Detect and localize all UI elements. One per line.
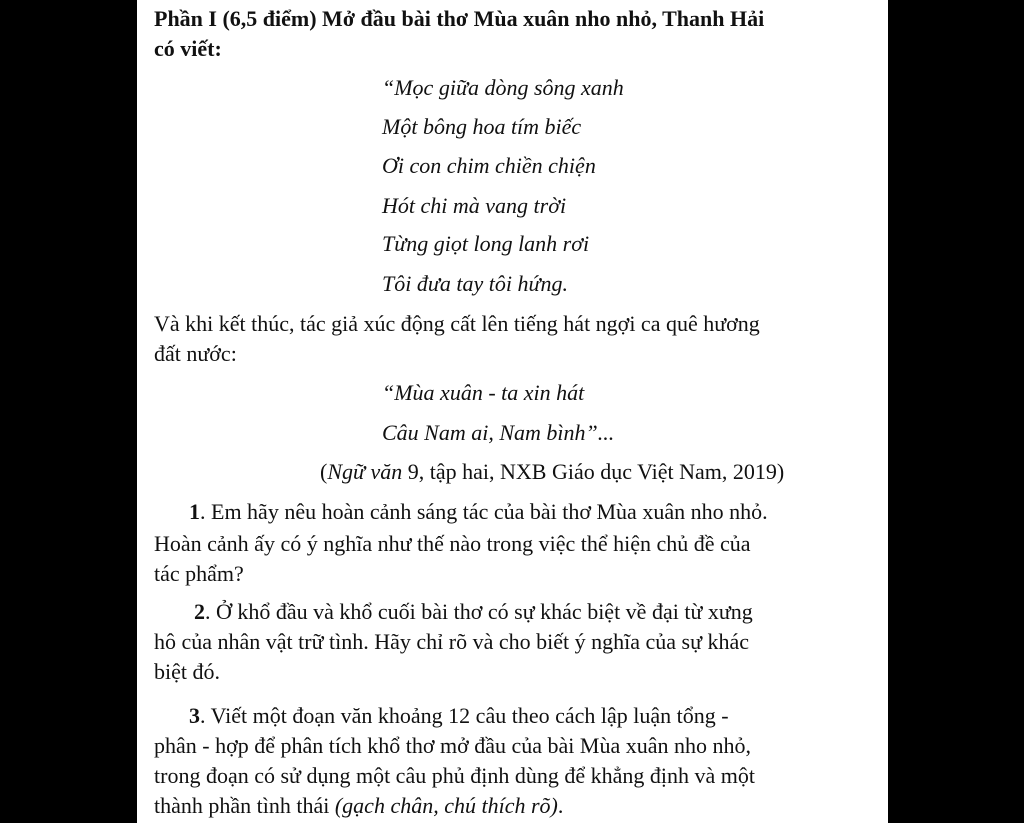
question-number: 3 [189, 703, 200, 728]
citation-book-title: Ngữ văn [327, 459, 403, 484]
poem-line: Ơi con chim chiền chiện [382, 153, 596, 178]
question-line: hô của nhân vật trữ tình. Hãy chỉ rõ và cho biết ý nghĩa của sự khác [154, 629, 750, 654]
citation-open: ( [320, 459, 328, 484]
question-line: biệt đó. [154, 659, 220, 684]
transition-line-1: Và khi kết thúc, tác giả xúc động cất lên tiếng hát ngợi ca quê hương [154, 311, 760, 336]
question-line: tác phẩm? [154, 561, 244, 586]
question-line: thành phần tình thái (gạch chân, chú thích rõ). [154, 793, 564, 818]
source-citation [320, 457, 784, 487]
poem-line: “Mùa xuân - ta xin hát [382, 380, 585, 405]
section-heading-line-1: Phần I (6,5 điểm) Mở đầu bài thơ Mùa xuân nho nhỏ, Thanh Hải [154, 6, 765, 31]
question-line: 3. Viết một đoạn văn khoảng 12 câu theo cách lập luận tổng - [189, 703, 729, 728]
poem-line: Tôi đưa tay tôi hứng. [382, 271, 568, 296]
poem-line: “Mọc giữa dòng sông xanh [382, 75, 624, 100]
document-page [137, 0, 888, 823]
section-heading-line-2: có viết: [154, 36, 222, 61]
question-number: 1 [189, 499, 200, 524]
poem-line: Câu Nam ai, Nam bình”... [382, 420, 615, 445]
citation-details: 9, tập hai, NXB Giáo dục Việt Nam, 2019) [402, 459, 785, 484]
question-line: 1. Em hãy nêu hoàn cảnh sáng tác của bài thơ Mùa xuân nho nhỏ. [189, 499, 768, 524]
poem-line: Một bông hoa tím biếc [382, 114, 582, 139]
question-line: trong đoạn có sử dụng một câu phủ định dùng để khẳng định và một [154, 763, 755, 788]
poem-line: Hót chi mà vang trời [382, 193, 567, 218]
poem-line: Từng giọt long lanh rơi [382, 231, 590, 256]
question-line: 2. Ở khổ đầu và khổ cuối bài thơ có sự khác biệt về đại từ xưng [194, 599, 753, 624]
question-line: phân - hợp để phân tích khổ thơ mở đầu của bài Mùa xuân nho nhỏ, [154, 733, 751, 758]
question-line: Hoàn cảnh ấy có ý nghĩa như thế nào trong việc thể hiện chủ đề của [154, 531, 751, 556]
transition-line-2: đất nước: [154, 341, 237, 366]
italic-instruction: (gạch chân, chú thích rõ) [334, 793, 558, 818]
question-number: 2 [194, 599, 205, 624]
